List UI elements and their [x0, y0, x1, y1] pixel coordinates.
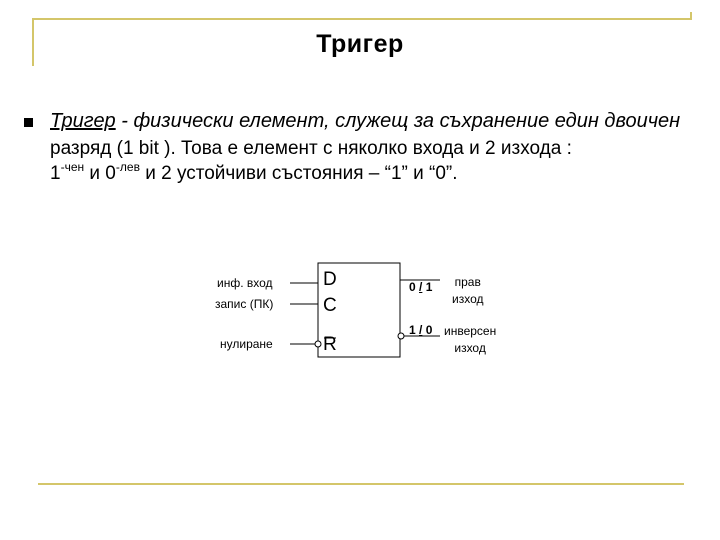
line3-part2: и 0: [84, 163, 116, 184]
direct-output-label: [452, 274, 483, 308]
inverse-value-b: 0: [425, 323, 433, 337]
slide-title: Тригер: [316, 30, 404, 58]
reset-inversion-bubble: [315, 341, 321, 347]
inverse-value-a: 1: [409, 323, 416, 337]
line3-sup1: -чен: [60, 160, 85, 174]
line3-part1: 1: [50, 163, 61, 184]
direct-value-a: 0: [409, 280, 416, 294]
inverse-label-line1: инверсен: [444, 324, 497, 338]
inverse-output-values: 1 / 0: [409, 323, 433, 337]
inverse-output-bubble: [398, 333, 404, 339]
direct-label-line2: изход: [452, 292, 484, 306]
inverse-label-line2: изход: [454, 341, 486, 355]
reset-input-label: нулиране: [220, 337, 273, 351]
definition-line-2: разряд (1 bit ). Това е елемент с няколко входа и 2 изхода :: [50, 138, 572, 159]
write-input-label: запис (ПК): [215, 297, 274, 311]
pin-r: R: [323, 334, 337, 355]
line3-sup2: -лев: [115, 160, 140, 174]
data-input-label: инф. вход: [217, 276, 273, 290]
pin-d: D: [323, 269, 337, 290]
term-trigger: Тригер: [50, 110, 116, 132]
direct-output-values: 0 / 1: [409, 280, 433, 294]
pin-c: C: [323, 295, 337, 316]
line3-part3: и 2 устойчиви състояния – “1” и “0”.: [139, 163, 458, 184]
definition-text: - физически елемент, служещ за съхранение един двоичен: [115, 110, 681, 132]
direct-label-line1: прав: [454, 275, 481, 289]
direct-value-b: 1: [425, 280, 433, 294]
inverse-output-label: [444, 323, 496, 357]
